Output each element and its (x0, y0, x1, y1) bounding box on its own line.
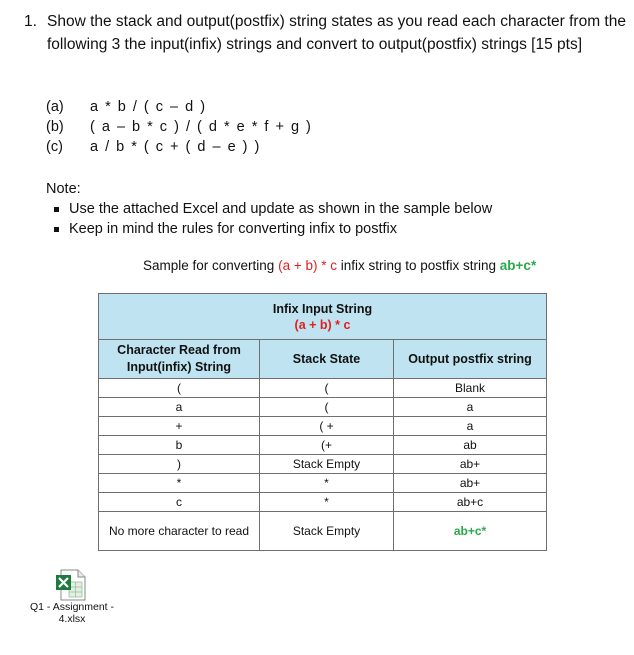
table-cell: Stack Empty (260, 512, 394, 551)
table-cell: ) (99, 455, 260, 474)
table-row (99, 493, 547, 512)
table-cell: a (394, 417, 547, 436)
table-cell: a (99, 398, 260, 417)
sample-postfix: ab+c* (499, 258, 537, 273)
part-expression: a * b / ( c – d ) (90, 99, 207, 115)
part-expression: a / b * ( c + ( d – e ) ) (90, 139, 261, 155)
note-title: Note: (46, 181, 81, 197)
sample-mid: infix string to postfix string (336, 258, 500, 273)
attachment-filename[interactable]: Q1 - Assignment - 4.xlsx (29, 601, 115, 625)
table-row (99, 474, 547, 493)
table-cell: * (99, 474, 260, 493)
table-row (99, 398, 547, 417)
table-cell: ab+ (394, 455, 547, 474)
table-cell: Blank (394, 379, 547, 398)
table-row (99, 455, 547, 474)
table-title: Infix Input String (272, 301, 373, 316)
question-number: 1. (24, 13, 37, 30)
bullet-text: Use the attached Excel and update as shown in the sample below (69, 201, 493, 217)
sample-caption (143, 258, 536, 273)
table-cell: ab (394, 436, 547, 455)
conversion-table (98, 293, 547, 551)
part-label: (a) (46, 99, 64, 115)
table-cell: * (260, 493, 394, 512)
table-row (99, 436, 547, 455)
sample-prefix: Sample for converting (143, 258, 279, 273)
sample-infix: (a + b) * c (278, 258, 337, 273)
table-cell: ab+c (394, 493, 547, 512)
table-cell: ( + (260, 417, 394, 436)
excel-file-icon[interactable] (54, 568, 88, 602)
table-cell-result: ab+c* (394, 512, 547, 551)
table-cell: * (260, 474, 394, 493)
table-cell: + (99, 417, 260, 436)
table-final-row (99, 512, 547, 551)
table-cell: ( (99, 379, 260, 398)
table-row (99, 379, 547, 398)
part-label: (c) (46, 139, 63, 155)
table-cell: c (99, 493, 260, 512)
column-header: Character Read from Input(infix) String (99, 340, 260, 379)
bullet-text: Keep in mind the rules for converting infix to postfix (69, 221, 398, 237)
table-input-string: (a + b) * c (294, 317, 351, 332)
table-row (99, 417, 547, 436)
table-cell: ab+ (394, 474, 547, 493)
table-cell: No more character to read (99, 512, 260, 551)
table-cell: ( (260, 398, 394, 417)
table-cell: a (394, 398, 547, 417)
table-title-row (99, 294, 547, 340)
table-header-row (99, 340, 547, 379)
table-cell: b (99, 436, 260, 455)
column-header: Output postfix string (394, 340, 547, 379)
bullet-icon (54, 227, 59, 232)
bullet-icon (54, 207, 59, 212)
part-label: (b) (46, 119, 64, 135)
table-title-cell (99, 294, 547, 340)
question-text: Show the stack and output(postfix) string states as you read each character from the following 3 the input(infix) strings and convert to output(postfix) strings [15 pts] (47, 13, 626, 53)
table-cell: (+ (260, 436, 394, 455)
column-header: Stack State (260, 340, 394, 379)
table-cell: ( (260, 379, 394, 398)
part-expression: ( a – b * c ) / ( d * e * f + g ) (90, 119, 313, 135)
table-cell: Stack Empty (260, 455, 394, 474)
